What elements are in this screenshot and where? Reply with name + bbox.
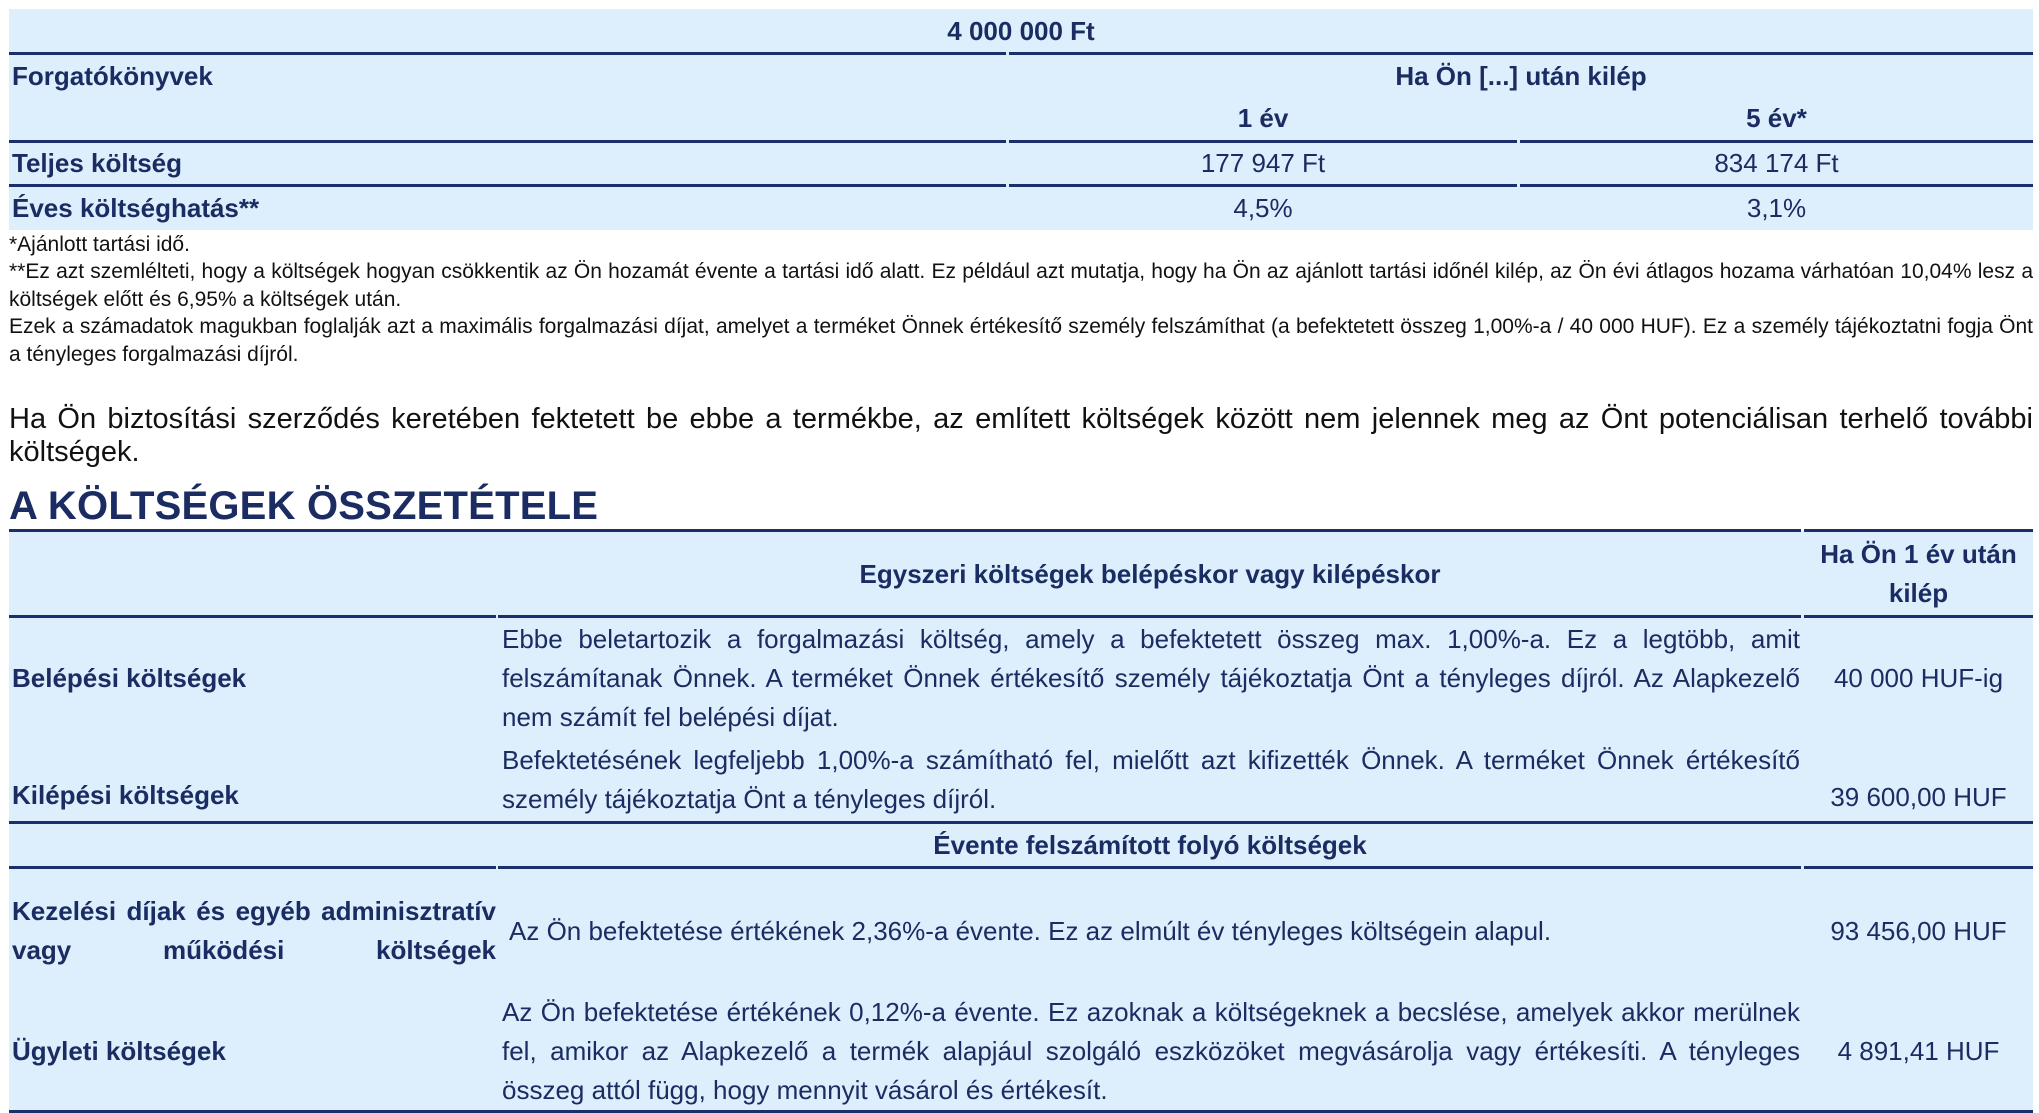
- transaction-costs-value: [1804, 992, 2033, 1110]
- exit-costs-value: [1804, 739, 2033, 821]
- investment-amount-text: 4 000 000 Ft: [947, 15, 1095, 46]
- col-1-text: 1 év: [1237, 102, 1289, 133]
- footnote-holding-period: *Ajánlott tartási idő.: [9, 233, 190, 256]
- section-title: A KÖLTSÉGEK ÖSSZETÉTELE: [9, 484, 599, 528]
- row-value-1-year: [1009, 187, 1517, 230]
- entry-costs-label: [12, 618, 496, 739]
- divider: [1804, 866, 2033, 869]
- label-text: Kilépési költségek: [12, 780, 239, 810]
- divider: [9, 52, 1006, 55]
- insurance-note: Ha Ön biztosítási szerződés keretében fektetett be ebbe a termékbe, az említett költségek között nem jelennek meg az Önt potenciálisan terhelő további költségek.: [9, 403, 2033, 468]
- value-text: 39 600,00 HUF: [1830, 782, 2007, 812]
- exit-header: [1009, 56, 2033, 96]
- exit-col-header-text: Ha Ön 1 év után kilép: [1820, 539, 2017, 608]
- value-text: 93 456,00 HUF: [1830, 915, 2007, 946]
- management-fees-value: [1804, 872, 2033, 990]
- divider: [1009, 52, 2033, 55]
- footnote-distribution-fee: Ezek a számadatok magukban foglalják azt a maximális forgalmazási díjat, amelyet a terméket Önnek értékesítő személy felszámíthat (a befektetett összeg 1,00%-a / 40 000 HUF). Ez a személy tájékoztatni fogja Önt a tényleges forgalmazási díjról.: [9, 315, 2033, 366]
- row-value-5-years: [1520, 187, 2033, 230]
- divider: [498, 866, 1801, 869]
- row-label: [12, 187, 1002, 230]
- column-header-1-year: [1009, 98, 1517, 138]
- entry-costs-description: [502, 618, 1800, 739]
- transaction-costs-description: [502, 992, 1800, 1110]
- management-fees-label: [12, 872, 496, 990]
- value-text: 3,1%: [1746, 193, 1807, 223]
- row-label-text: Éves költséghatás**: [12, 193, 260, 223]
- ongoing-header-text: Évente felszámított folyó költségek: [933, 829, 1367, 860]
- exit-costs-label: [12, 739, 496, 821]
- exit-costs-description: [502, 739, 1800, 821]
- label-text: Ügyleti költségek: [12, 1035, 226, 1066]
- value-text: 4 891,41 HUF: [1837, 1035, 2000, 1066]
- description-text: Befektetésének legfeljebb 1,00%-a számítható fel, mielőtt azt kifizették Önnek. A terméket Önnek értékesítő személy tájékoztatja Önt a tényleges díjról.: [502, 745, 1800, 814]
- transaction-costs-label: [12, 992, 496, 1110]
- label-text: Belépési költségek: [12, 663, 247, 693]
- scenarios-label-text: Forgatókönyvek: [12, 60, 213, 91]
- one-off-header-text: Egyszeri költségek belépéskor vagy kilépéskor: [859, 558, 1441, 589]
- row-label: [12, 143, 1002, 184]
- divider: [1804, 529, 2033, 532]
- description-text: Az Ön befektetése értékének 2,36%-a évente. Ez az elmúlt év tényleges költségein alapul.: [509, 915, 1552, 946]
- entry-costs-value: [1804, 618, 2033, 739]
- investment-amount: [9, 9, 2033, 53]
- row-value-1-year: [1009, 143, 1517, 184]
- row-label-text: Teljes költség: [12, 148, 183, 178]
- exit-header-text: Ha Ön [...] után kilép: [1395, 60, 1647, 91]
- divider: [9, 866, 496, 869]
- value-text: 834 174 Ft: [1714, 148, 1839, 178]
- column-header-5-years: [1520, 98, 2033, 138]
- description-text: Az Ön befektetése értékének 0,12%-a évente. Ez azoknak a költségeknek a becslése, amelyek akkor merülnek fel, amikor az Alapkezelő a termék alapjául szolgáló eszközöket megvásárolja vagy értékesíti. A tényleges összeg attól függ, hogy mennyit vásárol és értékesít.: [502, 996, 1800, 1105]
- ongoing-costs-header: [498, 824, 1802, 866]
- row-value-5-years: [1520, 143, 2033, 184]
- footnote-cost-impact: **Ez azt szemlélteti, hogy a költségek hogyan csökkentik az Ön hozamát évente a tartási idő alatt. Ez például azt mutatja, hogy ha Ön az ajánlott tartási időnél kilép, az Ön évi átlagos hozama várhatóan 10,04% lesz a költségek előtt és 6,95% a költségek után.: [9, 260, 2033, 311]
- value-text: 177 947 Ft: [1200, 148, 1326, 178]
- description-text: Ebbe beletartozik a forgalmazási költség, amely a befektetett összeg max. 1,00%-a. Ez a legtöbb, amit felszámítanak Önnek. A terméket Önnek értékesítő személy tájékoztatja Önt a tényleges díjról. Az Alapkezelő nem számít fel belépési díjat.: [502, 624, 1800, 732]
- value-text: 40 000 HUF-ig: [1833, 663, 2004, 693]
- scenarios-label: [12, 56, 1002, 96]
- label-text: Kezelési díjak és egyéb adminisztratív vagy működési költségek: [12, 896, 496, 965]
- exit-after-1-year-header: [1804, 533, 2033, 615]
- one-off-costs-header: [498, 533, 1802, 615]
- management-fees-description: [509, 872, 1800, 990]
- value-text: 4,5%: [1233, 193, 1293, 223]
- divider: [9, 529, 1801, 532]
- col-2-text: 5 év*: [1746, 102, 1807, 133]
